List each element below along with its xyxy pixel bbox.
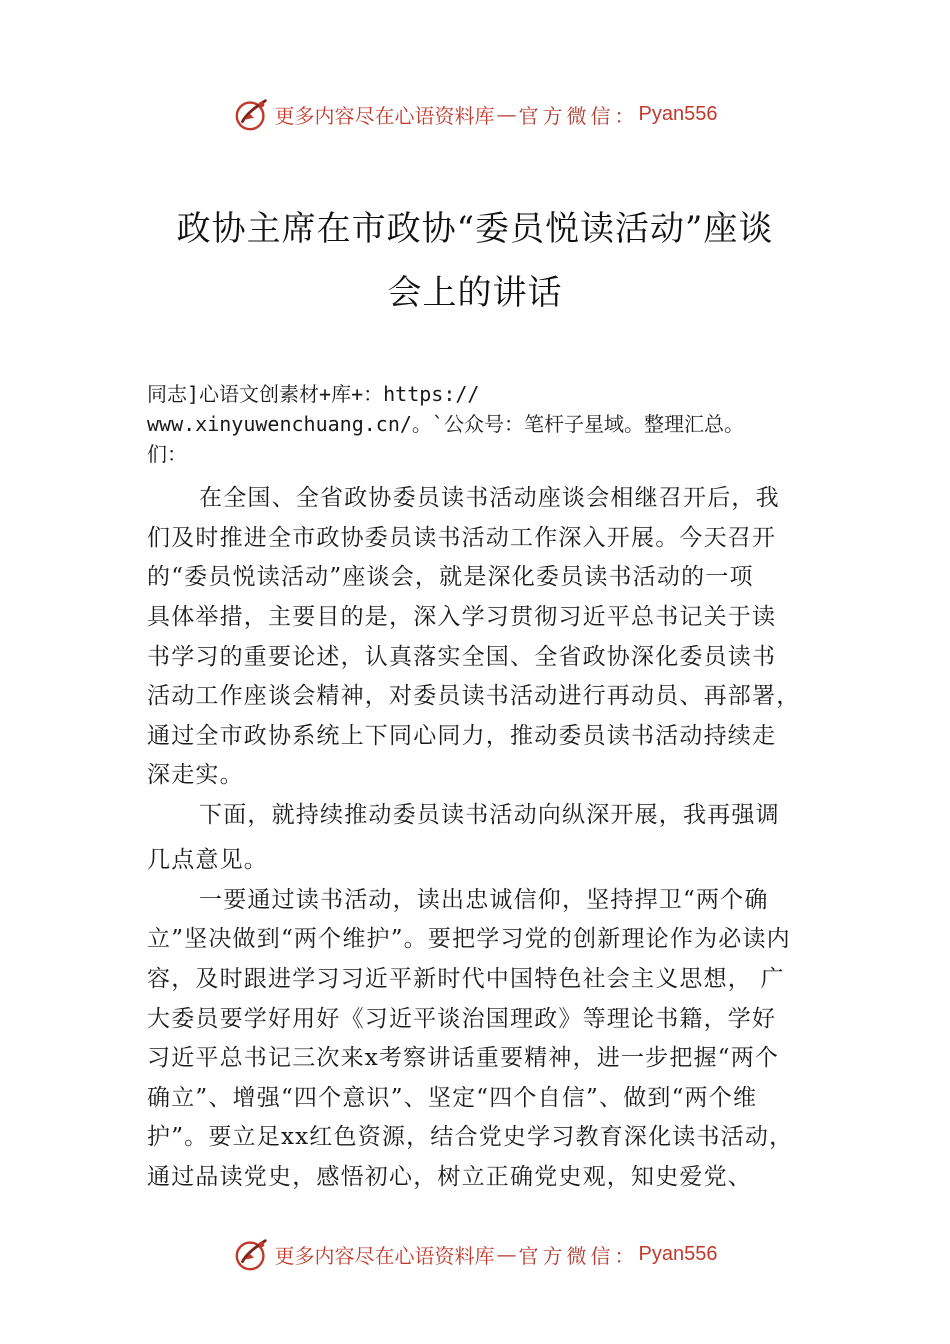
banner-slogan: 更多内容尽在心语资料库 xyxy=(274,1243,495,1268)
body-line: 确立”、增强“四个意识”、坚定“四个自信”、做到“两个维 xyxy=(147,1085,758,1111)
source-note-line-1: 同志]心语文创素材+库+：https:// xyxy=(147,382,480,406)
body-line: 在全国、全省政协委员读书活动座谈会相继召开后，我 xyxy=(199,485,780,511)
footer-banner xyxy=(0,1234,950,1274)
body-line: 们及时推进全市政协委员读书活动工作深入开展。今天召开 xyxy=(147,525,777,551)
body-line: 下面，就持续推动委员读书活动向纵深开展，我再强调 xyxy=(199,802,780,828)
body-line: 立”坚决做到“两个维护”。要把学习党的创新理论作为必读内 xyxy=(147,926,791,952)
body-line: 深走实。 xyxy=(147,762,244,788)
body-line: 护”。要立足xx红色资源，结合党史学习教育深化读书活动， xyxy=(147,1124,794,1150)
banner-wechat-id: Pyan556 xyxy=(638,102,718,125)
brush-logo-icon xyxy=(233,1235,271,1273)
body-line: 活动工作座谈会精神，对委员读书活动进行再动员、再部署， xyxy=(147,683,801,709)
banner-slogan: 更多内容尽在心语资料库 xyxy=(274,103,495,128)
body-line: 几点意见。 xyxy=(147,847,268,873)
body-line: 习近平总书记三次来x考察讲话重要精神，进一步把握“两个 xyxy=(147,1045,780,1071)
source-note-line-3: 们： xyxy=(147,442,187,466)
body-line: 的“委员悦读活动”座谈会，就是深化委员读书活动的一项 xyxy=(147,564,754,590)
banner-wechat-label: 官方微信： xyxy=(518,103,639,128)
body-line: 通过品读党史，感悟初心，树立正确党史观，知史爱党、 xyxy=(147,1164,752,1190)
body-line: 书学习的重要论述，认真落实全国、全省政协深化委员读书 xyxy=(147,644,777,670)
body-line: 一要通过读书活动，读出忠诚信仰，坚持捍卫“两个确 xyxy=(199,887,769,913)
banner-wechat-label: 官方微信： xyxy=(518,1243,639,1268)
body-line: 容，及时跟进学习习近平新时代中国特色社会主义思想， 广 xyxy=(147,966,785,992)
brush-logo-icon xyxy=(233,95,271,133)
body-line: 大委员要学好用好《习近平谈治国理政》等理论书籍，学好 xyxy=(147,1006,777,1032)
source-note-line-2: www.xinyuwenchuang.cn/。`公众号：笔杆子星域。整理汇总。 xyxy=(147,412,744,436)
page-title-line-2: 会上的讲话 xyxy=(387,273,563,313)
header-banner xyxy=(0,94,950,134)
banner-separator: — xyxy=(496,1242,517,1266)
banner-wechat-id: Pyan556 xyxy=(638,1242,718,1265)
body-line: 通过全市政协系统上下同心同力，推动委员读书活动持续走 xyxy=(147,723,777,749)
page-title-line-1: 政协主席在市政协“委员悦读活动”座谈 xyxy=(176,209,774,249)
body-line: 具体举措，主要目的是，深入学习贯彻习近平总书记关于读 xyxy=(147,604,777,630)
banner-separator: — xyxy=(496,102,517,126)
